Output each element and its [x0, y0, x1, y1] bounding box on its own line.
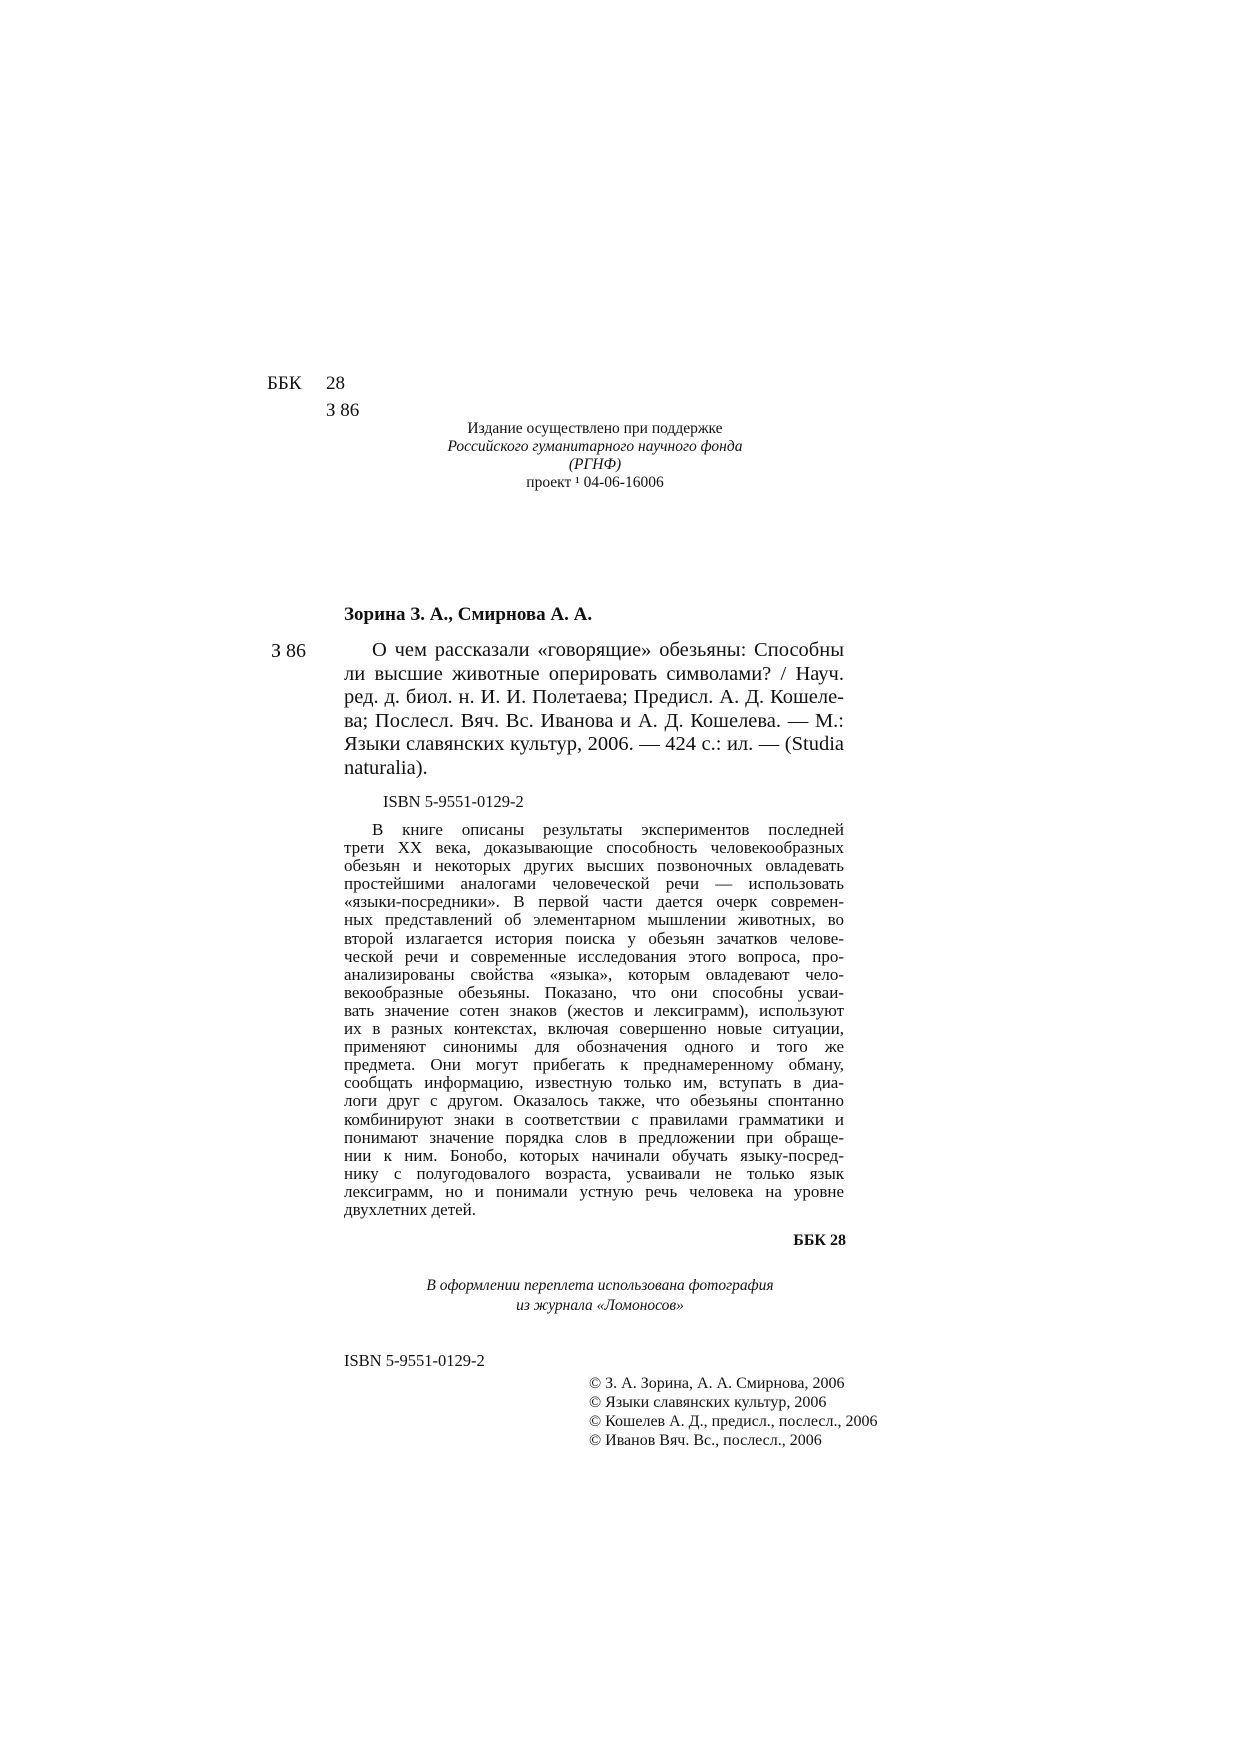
abstract-line: комбинируют знаки в соответствии с правилами грамматики и	[344, 1109, 844, 1129]
bbk-label: ББК	[267, 373, 302, 394]
abstract-line: предмета. Они могут прибегать к преднамеренному обману,	[344, 1055, 844, 1075]
abstract	[344, 821, 844, 1219]
copyright-line: © З. А. Зорина, А. А. Смирнова, 2006	[589, 1375, 845, 1392]
authors-heading: Зорина З. А., Смирнова А. А.	[344, 604, 593, 625]
abstract-line: второй излагается история поиска у обезьян зачатков челове-	[344, 928, 844, 948]
bbk-record: ББК 28	[793, 1232, 846, 1249]
copyright-block	[589, 1374, 877, 1450]
citation-line: ли высшие животные оперировать символами? / Науч.	[344, 662, 844, 685]
citation-line: ред. д. биол. н. И. И. Полетаева; Предисл. А. Д. Кошеле-	[344, 686, 844, 709]
abstract-line: «языки-посредники». В первой части дается очерк современ-	[344, 892, 844, 912]
abstract-line: векообразные обезьяны. Показано, что они способны усваи-	[344, 982, 844, 1002]
cover-note-line: из журнала «Ломоносов»	[516, 1297, 684, 1314]
funding-foundation: Российского гуманитарного научного фонда	[447, 438, 743, 455]
copyright-line: © Кошелев А. Д., предисл., послесл., 2006	[589, 1413, 878, 1430]
abstract-line: В книге описаны результаты экспериментов последней	[372, 820, 844, 839]
copyright-line: © Иванов Вяч. Вс., послесл., 2006	[589, 1432, 822, 1449]
author-mark: З 86	[326, 400, 360, 421]
funding-line: Издание осуществлено при поддержке	[467, 420, 723, 437]
abstract-line: нии к ним. Бонобо, которых начинали обучать языку-посред-	[344, 1145, 844, 1165]
abstract-line: ческой речи и современные исследования этого вопроса, про-	[344, 946, 844, 966]
record-author-mark: З 86	[271, 640, 307, 662]
abstract-line: трети XX века, доказывающие способность человекообразных	[344, 838, 844, 858]
funding-project: проект ¹ 04-06-16006	[526, 474, 664, 491]
abstract-line: логи друг с другом. Оказалось также, что обезьяны спонтанно	[344, 1091, 844, 1111]
funding-note	[395, 420, 795, 492]
abstract-line: нику с полугодовалого возраста, усваивали не только язык	[344, 1163, 844, 1183]
citation-line: О чем рассказали «говорящие» обезьяны: Способны	[372, 639, 844, 661]
abstract-line: их в разных контекстах, включая совершенно новые ситуации,	[344, 1019, 844, 1039]
citation-line: Языки славянских культур, 2006. — 424 с.: ил. — (Studia	[344, 733, 844, 756]
isbn-bottom: ISBN 5-9551-0129-2	[344, 1351, 485, 1370]
abstract-line: анализированы свойства «языка», которым овладевают чело-	[344, 964, 844, 984]
abstract-line: вать значение сотен знаков (жестов и лексиграмм), используют	[344, 1000, 844, 1020]
citation-line: naturalia).	[344, 756, 428, 779]
cover-note	[380, 1276, 820, 1316]
funding-abbrev: (РГНФ)	[568, 456, 622, 473]
bibliographic-citation	[344, 639, 844, 781]
copyright-line: © Языки славянских культур, 2006	[589, 1394, 827, 1411]
abstract-line: двухлетних детей.	[344, 1199, 477, 1219]
citation-line: ва; Послесл. Вяч. Вс. Иванова и А. Д. Кошелева. — М.:	[344, 709, 844, 732]
cover-note-line: В оформлении переплета использована фотография	[426, 1277, 774, 1294]
isbn-record: ISBN 5-9551-0129-2	[383, 792, 524, 811]
abstract-line: простейшими аналогами человеческой речи — использовать	[344, 874, 844, 894]
abstract-line: ных представлений об элементарном мышлении животных, во	[344, 910, 844, 930]
abstract-line: сообщать информацию, известную только им, вступать в диа-	[344, 1073, 844, 1093]
abstract-line: лексиграмм, но и понимали устную речь человека на уровне	[344, 1181, 844, 1201]
abstract-line: понимают значение порядка слов в предложении при обраще-	[344, 1127, 844, 1147]
abstract-line: применяют синонимы для обозначения одного и того же	[344, 1037, 844, 1057]
bbk-code: 28	[326, 373, 345, 394]
abstract-line: обезьян и некоторых других высших позвоночных овладевать	[344, 856, 844, 876]
